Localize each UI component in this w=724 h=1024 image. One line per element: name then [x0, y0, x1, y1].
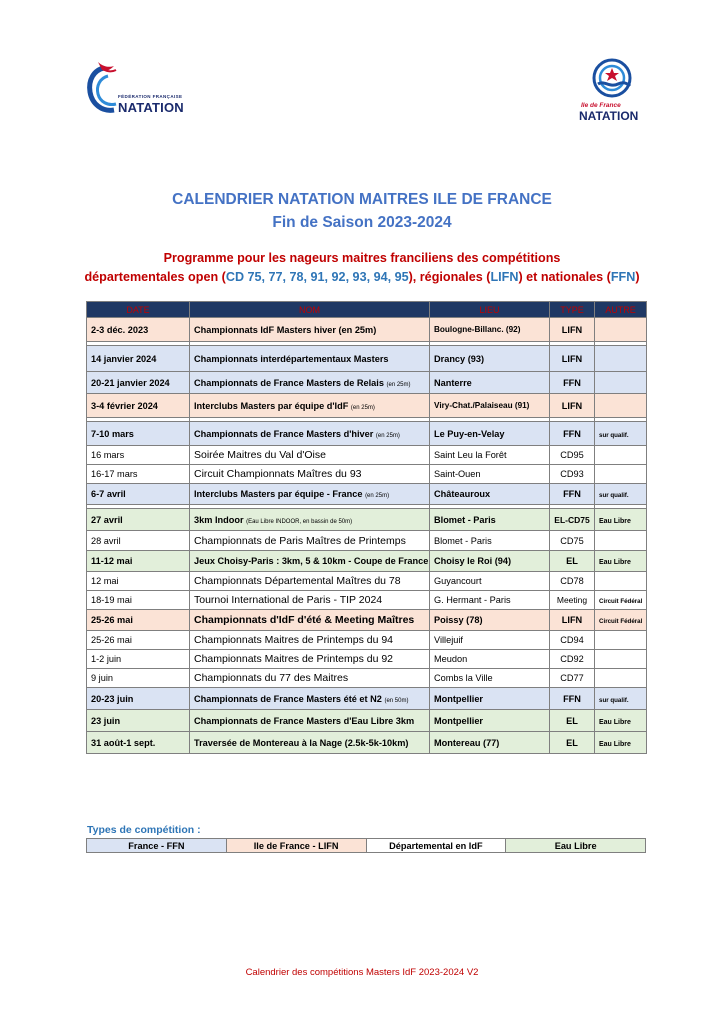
cell-nom-text: 3km Indoor	[194, 514, 244, 525]
cell-type: LIFN	[550, 610, 595, 631]
cell-lieu: Montpellier	[430, 688, 550, 710]
cell-nom	[190, 551, 430, 572]
cell-date: 16 mars	[87, 446, 190, 465]
cell-autre	[595, 710, 647, 732]
table-row	[87, 688, 647, 710]
cell-autre	[595, 394, 647, 418]
legend-label: Types de compétition :	[87, 824, 201, 836]
cell-autre	[595, 631, 647, 650]
cell-lieu: Drancy (93)	[430, 346, 550, 372]
cell-date: 7-10 mars	[87, 422, 190, 446]
calendar-table	[86, 301, 647, 754]
cell-type: Meeting	[550, 591, 595, 610]
table-row	[87, 572, 647, 591]
programme-lifn: LIFN	[490, 270, 519, 284]
cell-date: 20-21 janvier 2024	[87, 372, 190, 394]
header-lieu: LIEU	[430, 302, 550, 318]
header-date: DATE	[87, 302, 190, 318]
cell-nom-note: (Eau Libre INDOOR, en bassin de 50m)	[246, 518, 353, 525]
cell-nom-text: Interclubs Masters par équipe d'IdF	[194, 400, 349, 411]
cell-autre	[595, 610, 647, 631]
legend-ffn: France - FFN	[87, 839, 227, 853]
cell-nom-note: (en 25m)	[386, 381, 411, 388]
idf-wave-icon	[576, 58, 648, 102]
table-row	[87, 484, 647, 505]
cell-autre	[595, 669, 647, 688]
cell-autre	[595, 484, 647, 505]
legend-lifn: Ile de France - LIFN	[226, 839, 366, 853]
page-subtitle: Fin de Saison 2023-2024	[272, 214, 452, 231]
cell-nom-text: Championnats d'IdF d'été & Meeting Maîtres	[194, 614, 415, 626]
cell-lieu: Poissy (78)	[430, 610, 550, 631]
cell-lieu: Montereau (77)	[430, 732, 550, 754]
programme-text-g: )	[635, 270, 640, 284]
programme-ffn: FFN	[610, 270, 636, 284]
cell-lieu: Blomet - Paris	[430, 531, 550, 551]
cell-lieu: Guyancourt	[430, 572, 550, 591]
cell-date: 12 mai	[87, 572, 190, 591]
cell-date: 25-26 mai	[87, 631, 190, 650]
cell-nom	[190, 372, 430, 394]
cell-lieu: Blomet - Paris	[430, 509, 550, 531]
cell-nom	[190, 318, 430, 342]
cell-date: 25-26 mai	[87, 610, 190, 631]
legend-table	[86, 838, 646, 853]
ffn-logo-subtitle: FÉDÉRATION FRANÇAISE	[118, 94, 183, 99]
cell-type: FFN	[550, 372, 595, 394]
cell-nom	[190, 484, 430, 505]
cell-type: EL-CD75	[550, 509, 595, 531]
idf-logo-subtitle: Ile de France	[581, 102, 621, 109]
cell-lieu: Châteauroux	[430, 484, 550, 505]
cell-type: EL	[550, 732, 595, 754]
legend-eau-libre: Eau Libre	[506, 839, 646, 853]
cell-lieu: Viry-Chat./Palaiseau (91)	[430, 394, 550, 418]
cell-nom	[190, 669, 430, 688]
cell-autre	[595, 509, 647, 531]
cell-autre	[595, 531, 647, 551]
cell-type: CD75	[550, 531, 595, 551]
table-row	[87, 318, 647, 342]
cell-date: 20-23 juin	[87, 688, 190, 710]
table-row	[87, 650, 647, 669]
cell-type: CD94	[550, 631, 595, 650]
table-row	[87, 446, 647, 465]
cell-lieu: Montpellier	[430, 710, 550, 732]
cell-nom-text: Circuit Championnats Maîtres du 93	[194, 468, 362, 480]
cell-nom-text: Championnats du 77 des Maitres	[194, 672, 349, 684]
cell-nom-note: (en 25m)	[350, 404, 375, 411]
cell-nom	[190, 732, 430, 754]
table-row	[87, 422, 647, 446]
table-row	[87, 732, 647, 754]
cell-autre-text: Eau Libre	[599, 740, 631, 748]
calendar-body	[87, 318, 647, 754]
table-row	[87, 591, 647, 610]
footer: Calendrier des compétitions Masters IdF 2023-2024 V2	[245, 967, 479, 978]
cell-date: 2-3 déc. 2023	[87, 318, 190, 342]
table-header-row	[87, 302, 647, 318]
cell-autre-text: sur qualif.	[599, 696, 629, 704]
cell-autre-text: Circuit Fédéral	[599, 598, 643, 605]
cell-nom-text: Championnats de France Masters d'hiver	[194, 428, 374, 439]
cell-nom-text: Tournoi International de Paris - TIP 2024	[194, 594, 383, 606]
cell-type: EL	[550, 551, 595, 572]
table-row	[87, 610, 647, 631]
table-row	[87, 710, 647, 732]
ffn-logo-title: NATATION	[118, 100, 184, 115]
table-row	[87, 394, 647, 418]
cell-lieu: Nanterre	[430, 372, 550, 394]
swimmer-wave-icon	[84, 60, 124, 126]
cell-date: 9 juin	[87, 669, 190, 688]
cell-date: 11-12 mai	[87, 551, 190, 572]
cell-nom-text: Soirée Maitres du Val d'Oise	[194, 449, 326, 461]
cell-type: EL	[550, 710, 595, 732]
table-row	[87, 531, 647, 551]
programme-text-a: départementales open (	[84, 270, 226, 284]
cell-autre	[595, 372, 647, 394]
cell-autre	[595, 650, 647, 669]
cell-type: LIFN	[550, 346, 595, 372]
cell-nom	[190, 465, 430, 484]
cell-lieu: Combs la Ville	[430, 669, 550, 688]
cell-nom	[190, 422, 430, 446]
cell-lieu: Villejuif	[430, 631, 550, 650]
cell-date: 28 avril	[87, 531, 190, 551]
cell-nom-text: Championnats de France Masters été et N2	[194, 693, 382, 704]
table-row	[87, 346, 647, 372]
cell-nom-text: Championnats de France Masters d'Eau Libre 3km	[194, 715, 415, 726]
cell-type: CD92	[550, 650, 595, 669]
header-type: TYPE	[550, 302, 595, 318]
cell-lieu: Meudon	[430, 650, 550, 669]
cell-nom-text: Championnats interdépartementaux Masters	[194, 353, 389, 364]
cell-nom-text: Interclubs Masters par équipe - France	[194, 489, 363, 499]
cell-type: FFN	[550, 422, 595, 446]
cell-nom-text: Championnats IdF Masters hiver (en 25m)	[194, 324, 377, 335]
cell-nom	[190, 631, 430, 650]
cell-nom-note: (en 25m)	[375, 432, 400, 439]
ffn-logo	[84, 60, 196, 126]
cell-nom	[190, 688, 430, 710]
cell-type: CD95	[550, 446, 595, 465]
cell-date: 14 janvier 2024	[87, 346, 190, 372]
table-row	[87, 372, 647, 394]
cell-date: 1-2 juin	[87, 650, 190, 669]
cell-lieu: G. Hermant - Paris	[430, 591, 550, 610]
cell-autre-text: sur qualif.	[599, 492, 629, 499]
table-row	[87, 669, 647, 688]
cell-nom-text: Championnats Maitres de Printemps du 94	[194, 634, 394, 646]
cell-autre	[595, 572, 647, 591]
cell-nom-text: Championnats Maitres de Printemps du 92	[194, 653, 394, 665]
cell-nom-text: Traversée de Montereau à la Nage (2.5k-5k-10km)	[194, 737, 409, 748]
programme-cd-list: CD 75, 77, 78, 91, 92, 93, 94, 95	[225, 270, 409, 284]
cell-nom	[190, 591, 430, 610]
cell-autre-text: Eau Libre	[599, 718, 631, 726]
cell-autre	[595, 318, 647, 342]
page-title: CALENDRIER NATATION MAITRES ILE DE FRANCE	[172, 191, 552, 208]
cell-nom	[190, 394, 430, 418]
idf-logo-title: NATATION	[579, 109, 639, 123]
cell-autre	[595, 446, 647, 465]
cell-lieu: Choisy le Roi (94)	[430, 551, 550, 572]
cell-date: 31 août-1 sept.	[87, 732, 190, 754]
cell-nom	[190, 610, 430, 631]
cell-autre-text: Eau Libre	[599, 517, 631, 525]
cell-nom-text: Championnats de France Masters de Relais	[194, 377, 384, 388]
cell-autre	[595, 422, 647, 446]
cell-date: 27 avril	[87, 509, 190, 531]
cell-nom-text: Championnats de Paris Maîtres de Printemps	[194, 534, 406, 547]
cell-type: CD77	[550, 669, 595, 688]
cell-nom	[190, 509, 430, 531]
cell-nom-text: Jeux Choisy-Paris : 3km, 5 & 10km - Coupe de France	[194, 556, 429, 566]
table-row	[87, 631, 647, 650]
idf-natation-logo	[576, 58, 648, 128]
table-row	[87, 551, 647, 572]
cell-autre	[595, 732, 647, 754]
programme-text-e: ) et nationales (	[518, 270, 611, 284]
cell-date: 16-17 mars	[87, 465, 190, 484]
cell-autre-text: sur qualif.	[599, 431, 629, 439]
cell-type: LIFN	[550, 318, 595, 342]
cell-type: FFN	[550, 688, 595, 710]
cell-nom	[190, 650, 430, 669]
legend-departemental: Départemental en IdF	[366, 839, 506, 853]
cell-date: 23 juin	[87, 710, 190, 732]
cell-type: CD93	[550, 465, 595, 484]
cell-lieu: Boulogne-Billanc. (92)	[430, 318, 550, 342]
cell-nom-note: (en 50m)	[384, 697, 409, 704]
cell-nom-text: Championnats Départemental Maîtres du 78	[194, 575, 401, 587]
programme-line-1: Programme pour les nageurs maitres franciliens des compétitions	[163, 251, 561, 265]
cell-type: CD78	[550, 572, 595, 591]
cell-type: FFN	[550, 484, 595, 505]
table-row	[87, 465, 647, 484]
legend-row	[87, 839, 646, 853]
cell-date: 18-19 mai	[87, 591, 190, 610]
header-autre: AUTRE	[595, 302, 647, 318]
cell-autre-text: Eau Libre	[599, 559, 631, 566]
cell-autre-text: Circuit Fédéral	[599, 618, 643, 625]
cell-lieu: Saint Leu la Forêt	[430, 446, 550, 465]
cell-nom	[190, 572, 430, 591]
cell-autre	[595, 346, 647, 372]
programme-line-2	[0, 270, 724, 284]
cell-lieu: Le Puy-en-Velay	[430, 422, 550, 446]
cell-nom	[190, 446, 430, 465]
table-row	[87, 509, 647, 531]
cell-type: LIFN	[550, 394, 595, 418]
programme-text-c: ), régionales (	[408, 270, 491, 284]
cell-autre	[595, 465, 647, 484]
cell-nom-note: (en 25m)	[365, 493, 390, 499]
cell-lieu: Saint-Ouen	[430, 465, 550, 484]
cell-nom	[190, 710, 430, 732]
header-nom: NOM	[190, 302, 430, 318]
cell-autre	[595, 688, 647, 710]
cell-date: 6-7 avril	[87, 484, 190, 505]
cell-date: 3-4 février 2024	[87, 394, 190, 418]
cell-nom	[190, 346, 430, 372]
cell-nom	[190, 531, 430, 551]
cell-autre	[595, 591, 647, 610]
cell-autre	[595, 551, 647, 572]
